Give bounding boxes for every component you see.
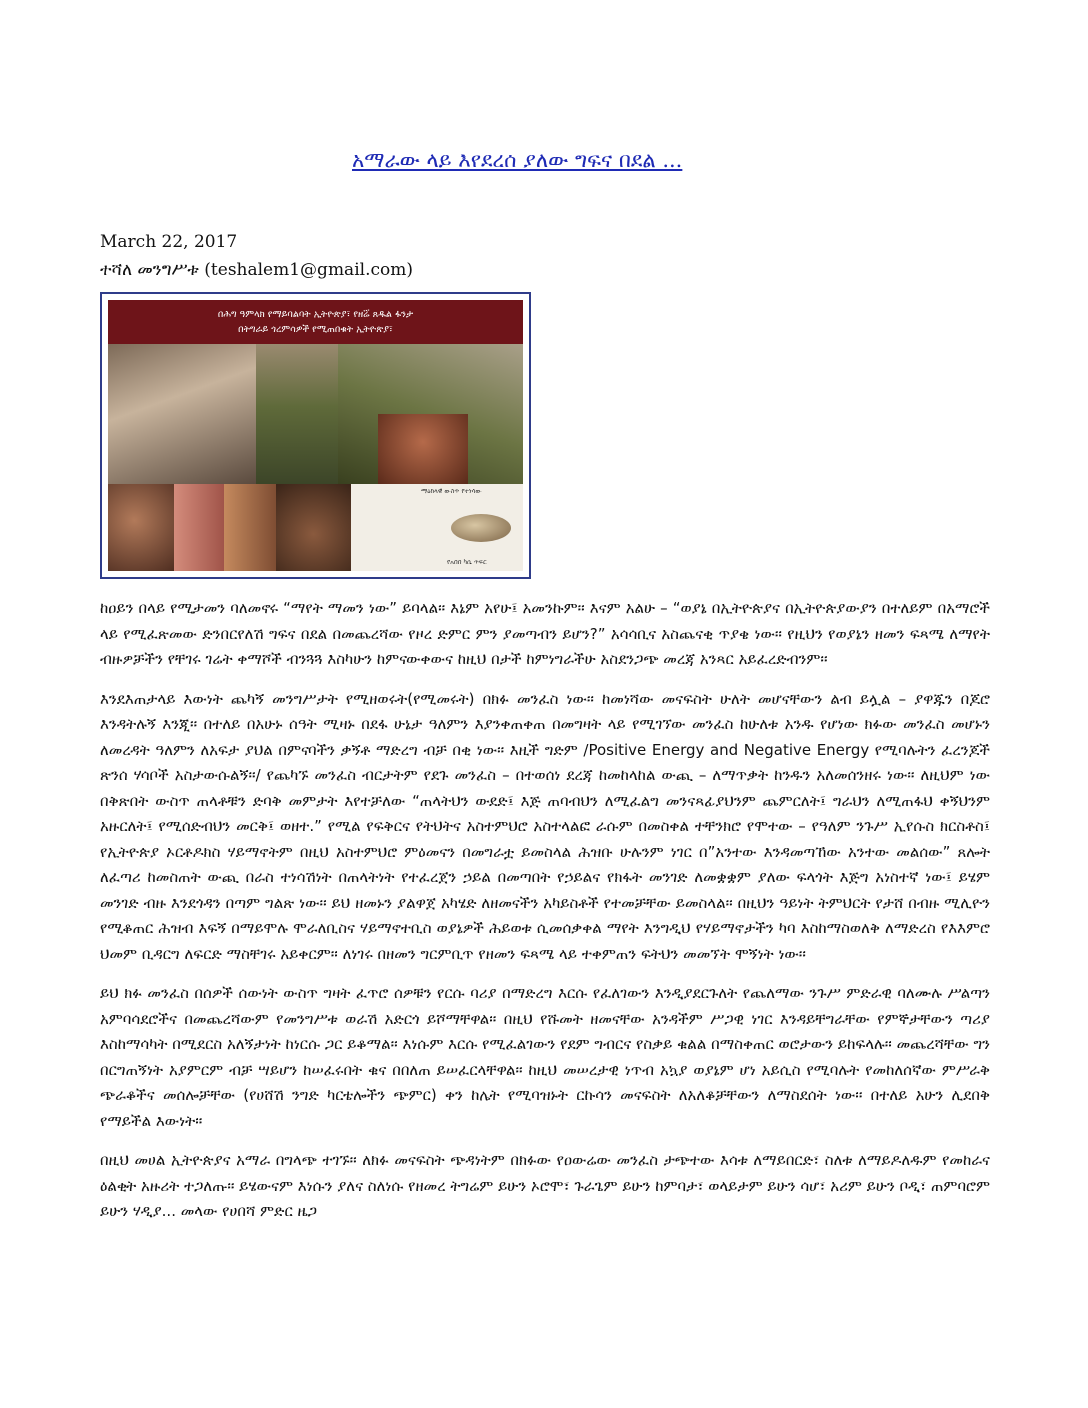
article-title[interactable]: አማራው ላይ እየደረሰ ያለው ግፍና በደል ... [352,148,683,172]
article-date: March 22, 2017 [100,232,238,252]
photo-crying-child [276,484,351,571]
paragraph-2: እንደእጠታላይ እውነት ጨካኝ መንግሥታት የሚዘወሩት(የሚመሩት) በክፉ መንፈስ ነው፡፡ ከመነሻው መናፍስት ሁለት መሆናቸውን ልብ ይሏል – ያዋጁን በጆሮ እንዳትሉኝ እንጂ፡፡ በተለይ በአሁኑ ሰዓት ሚዛኑ በደፋ ሁኔታ ዓለምን እያንቀጠቀጠ በመግዛት ላይ የሚገኘው መንፈስ ከሁለቱ አንዱ የሆነው ክፉው መንፈስ መሆኑን ለመረዳት ዓለምን ለአፍታ ያህል በምናባችን ቃኝቶ ማድረግ ብቻ በቂ ነው፡፡ እዚች ግድም /Positive Energy and Negative Energy የሚባሉትን ፈረንጆች ጽንሰ ሃሳቦች አስታውሱልኝ፡፡/ የጨካኙ መንፈስ ብርታትም የደጉ መንፈስ – በተወሰነ ደረጃ ከመከላከል ውጪ – ለማጥቃት ከንዱን አለመሰንዘሩ ነው፡፡ ለዚህም ነው በቅጽበት ውስጥ ጠላቶቹን ድባቅ መምታት እየተቻለው “ጠላትህን ውደድ፤ እጅ ጠባብህን ለሚፈልግ መንናጻፊያህንም ጨምርለት፤ ግራህን ለሚጠፋህ ቀኝህንም አዙርለት፤ የሚሰድብህን መርቅ፤ ወዘተ.” የሚል የፍቅርና የትህትና አስተምህሮ አስተላልፎ ራሱም በመስቀል ተቸንክሮ የሞተው – የዓለም ንጉሥ ኢየሱስ ክርስቶስ፤ የኢትዮጵያ ኦርቶዶክስ ሃይማኖትም በዚህ አስተምህሮ ምዕመናን በመግራቷ ይመስላል ሕዝቡ ሁሉንም ነገር በ”አንተው እንዳመጣኸው አንተው መልሰው” ጸሎት ለፈጣሪ ከመስጠት ውጪ በራስ ተነሳሽነት በጠላትነት የተፈረጀን ኃይል በመጣበት የኃይልና የክፋት መንገድ ለመቋቋም ያለው ፍላጎት እጅግ አነስተኛ ነው፤ ይሄም መንገድ ብዙ እንደጎዳን በጣም ግልጽ ነው፡፡ ይህ ዘመኑን ያልዋጀ አካሄድ ለዘመናችን አካይስቶች የተመቻቸው ይመስላል፡፡ በዚህን ዓይነት ትምህርት የታሸ በብዙ ሚሊዮን የሚቆጠር ሕዝብ እፍኝ በማይሞሉ ሞራለቢስና ሃይማኖተቢስ ወያኔዎች ሕይወቱ ሲመሰቃቀል ማየት እንግዲህ የሃይማኖታችን ካባ እስከማስወለቅ ለማድረስ የእእምሮ ህመም ቢዳርግ ለፍርድ ማስቸገሩ አይቀርም፡፡ ለነገሩ በዘመን ግርምቢጥ የዘመን ፍጻሜ ላይ ተቀምጠን ፍትህን መመኘት ሞኝነት ነው፡፡ [100,689,990,963]
photo-detention-room [108,344,256,484]
photo-injured-man [108,484,174,571]
paragraph-1: ከዐይን በላይ የሚታመን ባለመኖሩ “ማየት ማመን ነው” ይባላል፡፡ እኔም አየሁ፤ አመንኩም፡፡ እናም አልሁ – “ወያኔ በኢትዮጵያና በኢትዮጵያውያን በተለይም በአማሮች ላይ የሚፈጽመው ድንበርየለሽ ግፍና በደል በመጨረሻው የዞረ ድምር ምን ያመጣብን ይሆን?” አሳሳቢና አስጨናቂ ጥያቄ ነው፡፡ የዚህን የወያኔን ዘመን ፍጻሜ ለማየት ብዙዎቻችን የቸገሩ ገሬት ቀማሾች ብንጓጓ እስካሁን ከምናውቀውና ከዚህ በታች ከምነግራችሁ አስደንጋጭ መረጃ አንጻር አይፈረድብንም፡፡ [100,599,990,668]
photo-soldier [256,344,338,484]
photo-injured-legs [174,484,224,571]
photo-soldiers-group [338,344,523,484]
article-author: ተሻለ መንግሥቱ (teshalem1@gmail.com) [100,260,413,280]
fingernail-image [451,514,511,542]
paragraph-3: ይህ ክፉ መንፈስ በሰዎች ሰውነት ውስጥ ግዛት ፈጥሮ ሰዎቹን የርሱ ባሪያ በማድረግ እርሱ የፈለገውን እንዲያደርጉለት የጨለማው ንጉሥ ምድራዊ ባለሙሉ ሥልጣን አምባሳደሮችና በመጨረሻውም የመንግሥቱ ወራሽ አድርጎ ይሾማቸዋል፡፡ በዚህ የሹመት ዘመናቸው አንዳችም ሥጋዊ ነገር እንዳይቸግራቸው የምኞታቸውን ጣሪያ እስከማሳካት በሚደርስ አለኝታነት ከነርሱ ጋር ይቆማል፡፡ እነሱም እርሱ የሚፈልገውን የደም ግብርና የስቃይ ቁልል በማስቀጠር ወሮታውን ይከፍላሉ፡፡ መጨረሻቸው ግን በርግጠኝነት አያምርም ብቻ ሣይሆን ከሠፈሩበት ቁና በበለጠ ይሠፈርላቸዋል፡፡ ከዚህ መሠረታዊ ነጥብ አኳያ ወያኔም ሆነ አይሲስ የሚባሉት የመከለሰኛው ምሥራቅ ጭራቆችና መሰሎቻቸው (የሀሸሽ ንግድ ካርቴሎችን ጭምር) ቀን ከሌት የሚባዝኑት ርኩሳን መናፍስት ለአለቆቻቸውን ለማስደሰት ነው፡፡ በተለይ አሁን ሊደበቅ የማይችል እውነት፡፡ [100,984,991,1130]
photo-injured-back [378,414,468,484]
collage-banner [108,300,523,344]
photo-fingernail [351,484,523,571]
caption-top: ማዕከላዊ ውስጥ የተነሳው [421,487,482,495]
article-body [100,596,990,1239]
photo-collage [100,292,531,579]
collage-frame [108,300,523,571]
paragraph-4: በዚህ መሀል ኢትዮጵያና አማራ በግላጭ ተገኙ፡፡ ለክፉ መናፍስት ጭዳነትም በክፉው የዐውሬው መንፈስ ታጭተው እሳቱ ለማይበርድ፣ ስለቱ ለማይዶለዱም የመከራና ዕልቂት አዙሪት ተጋለጡ፡፡ ይሄውናም እነሱን ያለና ስለነሱ የዘመረ ትግሬም ይሁን ኦሮሞ፣ ጉራጌም ይሁን ከምባታ፣ ወላይታም ይሁን ሳሆ፣ አሪም ይሁን ቦዲ፣ ጠምባሮም ይሁን ሃዲያ... መላው የሀበሻ ምድር ዜጋ [100,1151,990,1220]
caption-bottom: የአበበ ካሴ ጥፍር [447,558,487,566]
banner-line-2: በትግራይ ጎረምሳዎች የሚጠበቁት ኢትዮጵያ፣ [238,324,393,335]
photo-injured-body [224,484,276,571]
banner-line-1: በሕግ ዓምላክ የማይባልባት ኢትዮጵያ፣ የዘሬ፝ ጸዱል ፋንታ [217,309,414,320]
